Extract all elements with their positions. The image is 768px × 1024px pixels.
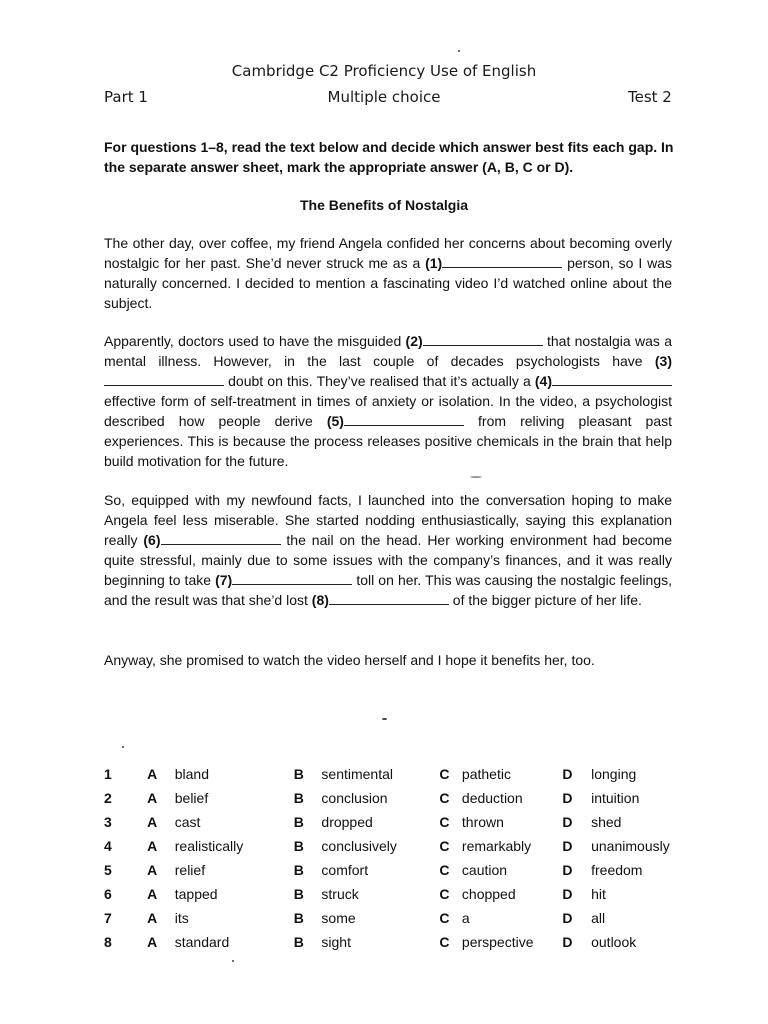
gap-2-number: (2) bbox=[405, 333, 423, 349]
option-a-word: tapped bbox=[174, 886, 218, 902]
question-number: 4 bbox=[104, 838, 112, 854]
paragraph-text: So, equipped with my newfound facts, I launched into the conversation hoping to make Angela feel less miserable. She started nodding enthusiastically, saying this explanation really bbox=[104, 492, 672, 548]
gap-4-number: (4) bbox=[534, 373, 552, 389]
paragraph-text: effective form of self-treatment in times of anxiety or isolation. In the video, a psychologist described how people derive bbox=[104, 393, 672, 429]
option-c-word: perspective bbox=[461, 934, 534, 950]
option-d-word: outlook bbox=[591, 934, 637, 950]
option-row bbox=[104, 906, 704, 930]
paragraph-1 bbox=[104, 233, 672, 313]
option-c-word: a bbox=[461, 910, 470, 926]
option-d-word: hit bbox=[591, 886, 606, 902]
option-letter-d: D bbox=[562, 766, 573, 782]
gap-2-blank bbox=[423, 332, 543, 346]
option-letter-d: D bbox=[562, 790, 573, 806]
paragraph-text: that nostalgia was a mental illness. However, in the last couple of decades psychologists have bbox=[104, 333, 672, 369]
question-number: 3 bbox=[104, 814, 112, 830]
option-b-word: comfort bbox=[321, 862, 369, 878]
option-letter-b: B bbox=[293, 862, 304, 878]
option-letter-b: B bbox=[293, 838, 304, 854]
option-letter-c: C bbox=[439, 838, 450, 854]
option-a-word: realistically bbox=[174, 838, 244, 854]
gap-8-blank bbox=[329, 591, 449, 605]
gap-5-number: (5) bbox=[326, 413, 344, 429]
option-letter-c: C bbox=[439, 886, 450, 902]
option-letter-a: A bbox=[147, 814, 158, 830]
option-d-word: intuition bbox=[591, 790, 640, 806]
paragraph-text: Apparently, doctors used to have the misguided bbox=[104, 333, 406, 349]
option-letter-a: A bbox=[147, 910, 158, 926]
gap-4-blank bbox=[552, 372, 672, 386]
option-a-word: bland bbox=[174, 766, 210, 782]
option-a-word: standard bbox=[174, 934, 230, 950]
option-letter-c: C bbox=[439, 790, 450, 806]
option-d-word: longing bbox=[591, 766, 637, 782]
paragraph-text: from reliving pleasant past experiences. This is because the process releases positive chemicals in the brain that help build motivation for the future. bbox=[104, 413, 672, 469]
option-letter-d: D bbox=[562, 886, 573, 902]
option-row bbox=[104, 882, 704, 906]
option-c-word: caution bbox=[461, 862, 508, 878]
gap-7-number: (7) bbox=[215, 572, 233, 588]
option-c-word: pathetic bbox=[461, 766, 511, 782]
option-letter-b: B bbox=[293, 934, 304, 950]
paragraph-text: toll on her. This was causing the nostalgic feelings, and the result was that she’d lost bbox=[104, 572, 672, 608]
section-label: Multiple choice bbox=[327, 88, 441, 106]
option-letter-a: A bbox=[147, 766, 158, 782]
paragraph-4: Anyway, she promised to watch the video herself and I hope it benefits her, too. bbox=[104, 652, 595, 668]
option-b-word: dropped bbox=[321, 814, 373, 830]
option-a-word: cast bbox=[174, 814, 201, 830]
scan-speck bbox=[458, 50, 460, 52]
option-b-word: conclusion bbox=[321, 790, 388, 806]
gap-3-blank bbox=[104, 372, 224, 386]
option-letter-a: A bbox=[147, 886, 158, 902]
gap-1-number: (1) bbox=[425, 255, 443, 271]
option-b-word: sentimental bbox=[321, 766, 393, 782]
option-letter-d: D bbox=[562, 934, 573, 950]
option-letter-d: D bbox=[562, 910, 573, 926]
gap-5-blank bbox=[344, 412, 464, 426]
option-c-word: remarkably bbox=[461, 838, 532, 854]
paragraph-text: person, so I was naturally concerned. I decided to mention a fascinating video I’d watched online about the subject. bbox=[104, 255, 672, 311]
option-row bbox=[104, 810, 704, 834]
option-a-word: relief bbox=[174, 862, 206, 878]
option-row bbox=[104, 762, 704, 786]
paragraph-text: doubt on this. They’ve realised that it’s actually a bbox=[224, 373, 535, 389]
passage-title: The Benefits of Nostalgia bbox=[299, 197, 469, 213]
option-letter-b: B bbox=[293, 766, 304, 782]
option-row bbox=[104, 858, 704, 882]
question-number: 7 bbox=[104, 910, 112, 926]
question-number: 8 bbox=[104, 934, 112, 950]
option-letter-a: A bbox=[147, 838, 158, 854]
question-number: 5 bbox=[104, 862, 112, 878]
question-number: 6 bbox=[104, 886, 112, 902]
paragraph-text: The other day, over coffee, my friend Angela confided her concerns about becoming overly nostalgic for her past. She’d never struck me as a bbox=[104, 235, 672, 271]
paragraph-2 bbox=[104, 331, 672, 471]
option-letter-c: C bbox=[439, 934, 450, 950]
option-d-word: shed bbox=[591, 814, 622, 830]
option-letter-b: B bbox=[293, 814, 304, 830]
scan-speck bbox=[382, 718, 387, 720]
instructions: For questions 1–8, read the text below and decide which answer best fits each gap. In the separate answer sheet, mark the appropriate answer (A, B, C or D). bbox=[104, 139, 674, 175]
option-d-word: unanimously bbox=[591, 838, 670, 854]
option-letter-d: D bbox=[562, 838, 573, 854]
gap-6-blank bbox=[161, 531, 281, 545]
option-row bbox=[104, 930, 704, 954]
answer-options-table bbox=[104, 762, 704, 954]
gap-7-blank bbox=[232, 571, 352, 585]
part-label: Part 1 bbox=[104, 88, 148, 106]
exam-title: Cambridge C2 Proficiency Use of English bbox=[231, 62, 537, 80]
paragraph-3 bbox=[104, 490, 672, 610]
question-number: 1 bbox=[104, 766, 112, 782]
gap-1-blank bbox=[442, 254, 562, 268]
option-b-word: struck bbox=[321, 886, 359, 902]
option-letter-b: B bbox=[293, 886, 304, 902]
test-label: Test 2 bbox=[628, 88, 672, 106]
option-d-word: freedom bbox=[591, 862, 643, 878]
option-b-word: sight bbox=[321, 934, 351, 950]
option-c-word: chopped bbox=[461, 886, 516, 902]
scan-speck bbox=[122, 746, 124, 748]
option-d-word: all bbox=[591, 910, 606, 926]
paragraph-text: the nail on the head. Her working environment had become quite stressful, mainly due to some issues with the company’s finances, and it was really beginning to take bbox=[104, 532, 672, 588]
option-c-word: thrown bbox=[461, 814, 504, 830]
option-letter-a: A bbox=[147, 934, 158, 950]
scan-speck bbox=[232, 960, 234, 962]
option-letter-d: D bbox=[562, 862, 573, 878]
option-letter-c: C bbox=[439, 862, 450, 878]
option-letter-d: D bbox=[562, 814, 573, 830]
question-number: 2 bbox=[104, 790, 112, 806]
option-letter-c: C bbox=[439, 814, 450, 830]
option-row bbox=[104, 786, 704, 810]
option-b-word: some bbox=[321, 910, 356, 926]
option-row bbox=[104, 834, 704, 858]
gap-3-number: (3) bbox=[654, 353, 672, 369]
option-letter-b: B bbox=[293, 910, 304, 926]
option-letter-a: A bbox=[147, 862, 158, 878]
scan-speck bbox=[470, 476, 482, 478]
option-b-word: conclusively bbox=[321, 838, 397, 854]
gap-6-number: (6) bbox=[143, 532, 161, 548]
paragraph-text: of the bigger picture of her life. bbox=[448, 592, 642, 608]
option-c-word: deduction bbox=[461, 790, 523, 806]
option-a-word: its bbox=[174, 910, 189, 926]
option-letter-c: C bbox=[439, 910, 450, 926]
gap-8-number: (8) bbox=[311, 592, 329, 608]
option-letter-c: C bbox=[439, 766, 450, 782]
option-letter-b: B bbox=[293, 790, 304, 806]
option-a-word: belief bbox=[174, 790, 209, 806]
option-letter-a: A bbox=[147, 790, 158, 806]
